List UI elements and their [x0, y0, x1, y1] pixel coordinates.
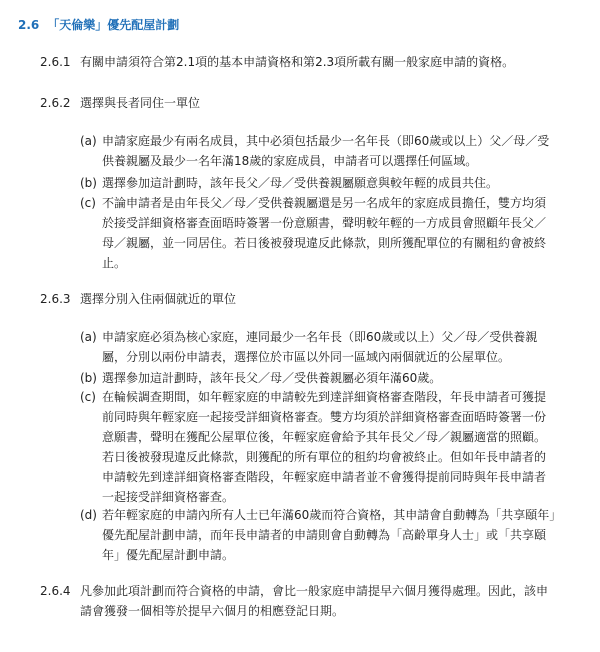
section-2-6-1: [40, 52, 560, 72]
section-2-6-2: [40, 93, 560, 113]
list-item: [80, 327, 560, 367]
item-text: 申請家庭最少有兩名成員，其中必須包括最少一名年長（即60歲或以上）父／母／受供養親屬及最少一名年滿18歲的家庭成員，申請者可以選擇任何區域。: [102, 134, 550, 168]
list-item: [80, 387, 560, 507]
item-text: 申請家庭必須為核心家庭，連同最少一名年長（即60歲或以上）父／母／受供養親屬，分別以兩份申請表，選擇位於市區以外同一區域內兩個就近的公屋單位。: [102, 330, 538, 364]
item-marker: (a): [80, 330, 97, 344]
item-marker: (d): [80, 508, 97, 522]
section-text: 選擇與長者同住一單位: [80, 96, 201, 110]
section-number: 2.6.2: [40, 96, 71, 110]
item-text: 不論申請者是由年長父／母／受供養親屬還是另一名成年的家庭成員擔任，雙方均須於接受詳細資格審查面晤時簽署一份意願書，聲明較年輕的一方成員會照顧年長父／母／親屬，並一同居住。若日後被發現違反此條款，則所獲配單位的有關租約會被終止。: [102, 196, 547, 270]
item-text: 在輪候調查期間，如年輕家庭的申請較先到達詳細資格審查階段，年長申請者可獲提前同時與年輕家庭一起接受詳細資格審查。雙方均須於詳細資格審查面晤時簽署一份意願書，聲明在獲配公屋單位後，年輕家庭會給予其年長父／母／親屬適當的照顧。若日後被發現違反此條款，則獲配的所有單位的租約均會被終止。但如年長申請者的申請較先到達詳細資格審查階段，年輕家庭申請者並不會獲得提前同時與年長申請者一起接受詳細資格審查。: [102, 390, 547, 504]
section-number: 2.6.4: [40, 584, 71, 598]
section-text: 有關申請須符合第2.1項的基本申請資格和第2.3項所載有關一般家庭申請的資格。: [80, 55, 515, 69]
heading-number: 2.6: [18, 18, 40, 32]
item-text: 選擇參加這計劃時，該年長父／母／受供養親屬願意與較年輕的成員共住。: [102, 176, 499, 190]
list-item: [80, 173, 560, 193]
section-2-6-3: [40, 289, 560, 309]
heading-title: 「天倫樂」優先配屋計劃: [47, 18, 180, 32]
item-marker: (c): [80, 196, 96, 210]
section-text: 凡參加此項計劃而符合資格的申請，會比一般家庭申請提早六個月獲得處理。因此，該申請會獲發一個相等於提早六個月的相應登記日期。: [80, 584, 549, 618]
item-marker: (b): [80, 176, 97, 190]
item-text: 若年輕家庭的申請內所有人士已年滿60歲而符合資格，其申請會自動轉為「共享頤年」優先配屋計劃申請，而年長申請者的申請則會自動轉為「高齡單身人士」或「共享頤年」優先配屋計劃申請。: [102, 508, 556, 562]
item-marker: (c): [80, 390, 96, 404]
list-item: [80, 193, 560, 273]
item-marker: (a): [80, 134, 97, 148]
item-marker: (b): [80, 371, 97, 385]
list-item: [80, 368, 560, 388]
list-item: [80, 505, 560, 565]
section-text: 選擇分別入住兩個就近的單位: [80, 292, 237, 306]
list-item: [80, 131, 560, 171]
section-2-6-4: [40, 581, 560, 621]
section-number: 2.6.3: [40, 292, 71, 306]
section-number: 2.6.1: [40, 55, 71, 69]
section-heading: [18, 16, 179, 33]
item-text: 選擇參加這計劃時，該年長父／母／受供養親屬必須年滿60歲。: [102, 371, 442, 385]
